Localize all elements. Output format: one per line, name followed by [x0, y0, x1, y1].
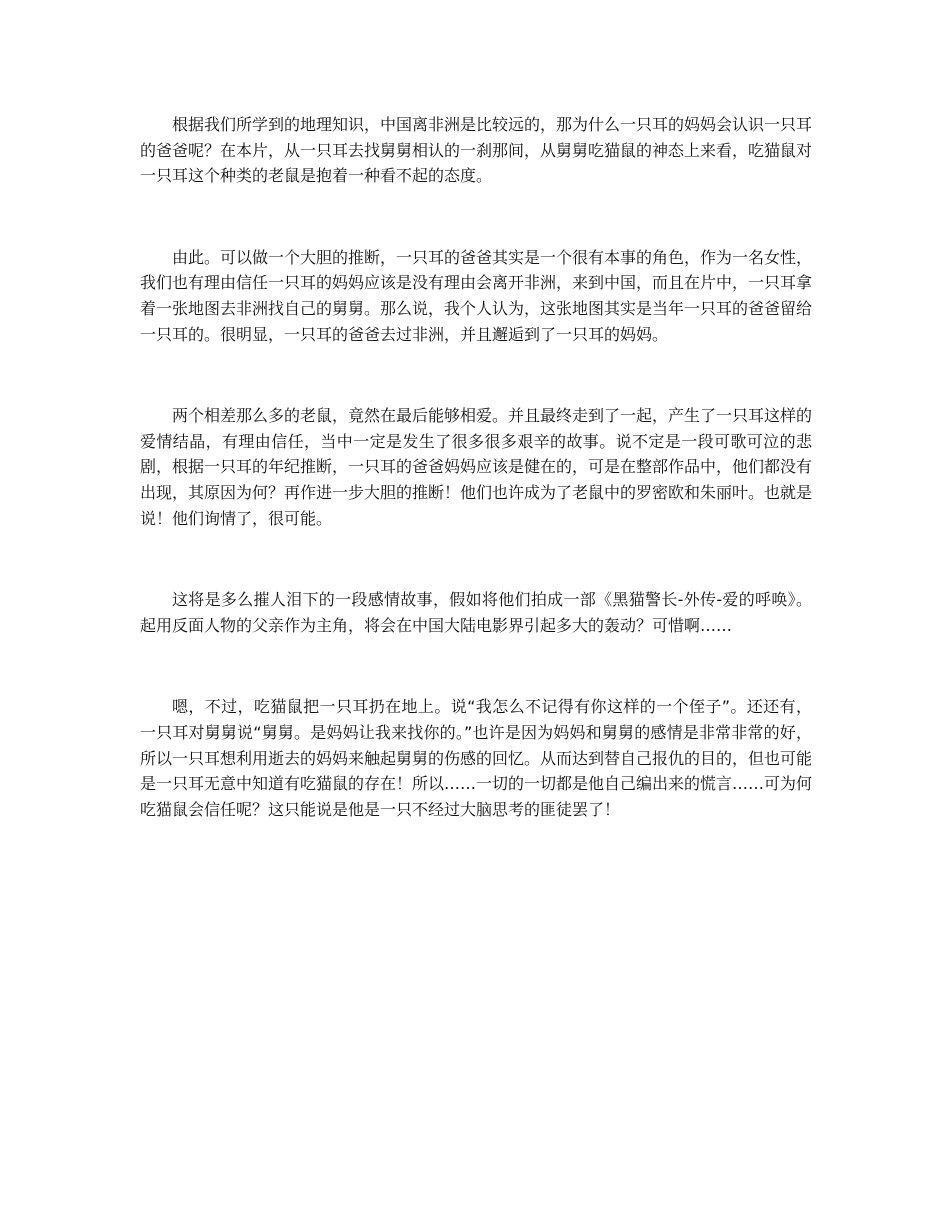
paragraph-1: 根据我们所学到的地理知识，中国离非洲是比较远的，那为什么一只耳的妈妈会认识一只耳的爸爸呢？在本片，从一只耳去找舅舅相认的一刹那间，从舅舅吃猫鼠的神态上来看，吃猫鼠对一只耳这个种类的老鼠是抱着一种看不起的态度。 [140, 115, 813, 186]
paragraph-2: 由此。可以做一个大胆的推断，一只耳的爸爸其实是一个很有本事的角色，作为一名女性，我们也有理由信任一只耳的妈妈应该是没有理由会离开非洲，来到中国，而且在片中，一只耳拿着一张地图去非洲找自己的舅舅。那么说，我个人认为，这张地图其实是当年一只耳的爸爸留给一只耳的。很明显，一只耳的爸爸去过非洲，并且邂逅到了一只耳的妈妈。 [140, 247, 813, 344]
article-body [140, 112, 812, 822]
paragraph-3: 两个相差那么多的老鼠，竟然在最后能够相爱。并且最终走到了一起，产生了一只耳这样的爱情结晶，有理由信任，当中一定是发生了很多很多艰辛的故事。说不定是一段可歌可泣的悲剧，根据一只耳的年纪推断，一只耳的爸爸妈妈应该是健在的，可是在整部作品中，他们都没有出现，其原因为何？再作进一步大胆的推断！他们也许成为了老鼠中的罗密欧和朱丽叶。也就是说！他们询情了，很可能。 [140, 406, 813, 528]
paragraph-4: 这将是多么摧人泪下的一段感情故事，假如将他们拍成一部《黑猫警长-外传-爱的呼唤》。起用反面人物的父亲作为主角，将会在中国大陆电影界引起多大的轰动？可惜啊…… [140, 590, 812, 635]
paragraph-5: 嗯，不过，吃猫鼠把一只耳扔在地上。说“我怎么不记得有你这样的一个侄子”。还还有，一只耳对舅舅说“舅舅。是妈妈让我来找你的。”也许是因为妈妈和舅舅的感情是非常非常的好，所以一只耳想利用逝去的妈妈来触起舅舅的伤感的回忆。从而达到替自己报仇的目的，但也可能是一只耳无意中知道有吃猫鼠的存在！所以……一切的一切都是他自己编出来的慌言……可为何吃猫鼠会信任呢？这只能说是他是一只不经过大脑思考的匪徒罢了！ [140, 697, 813, 819]
